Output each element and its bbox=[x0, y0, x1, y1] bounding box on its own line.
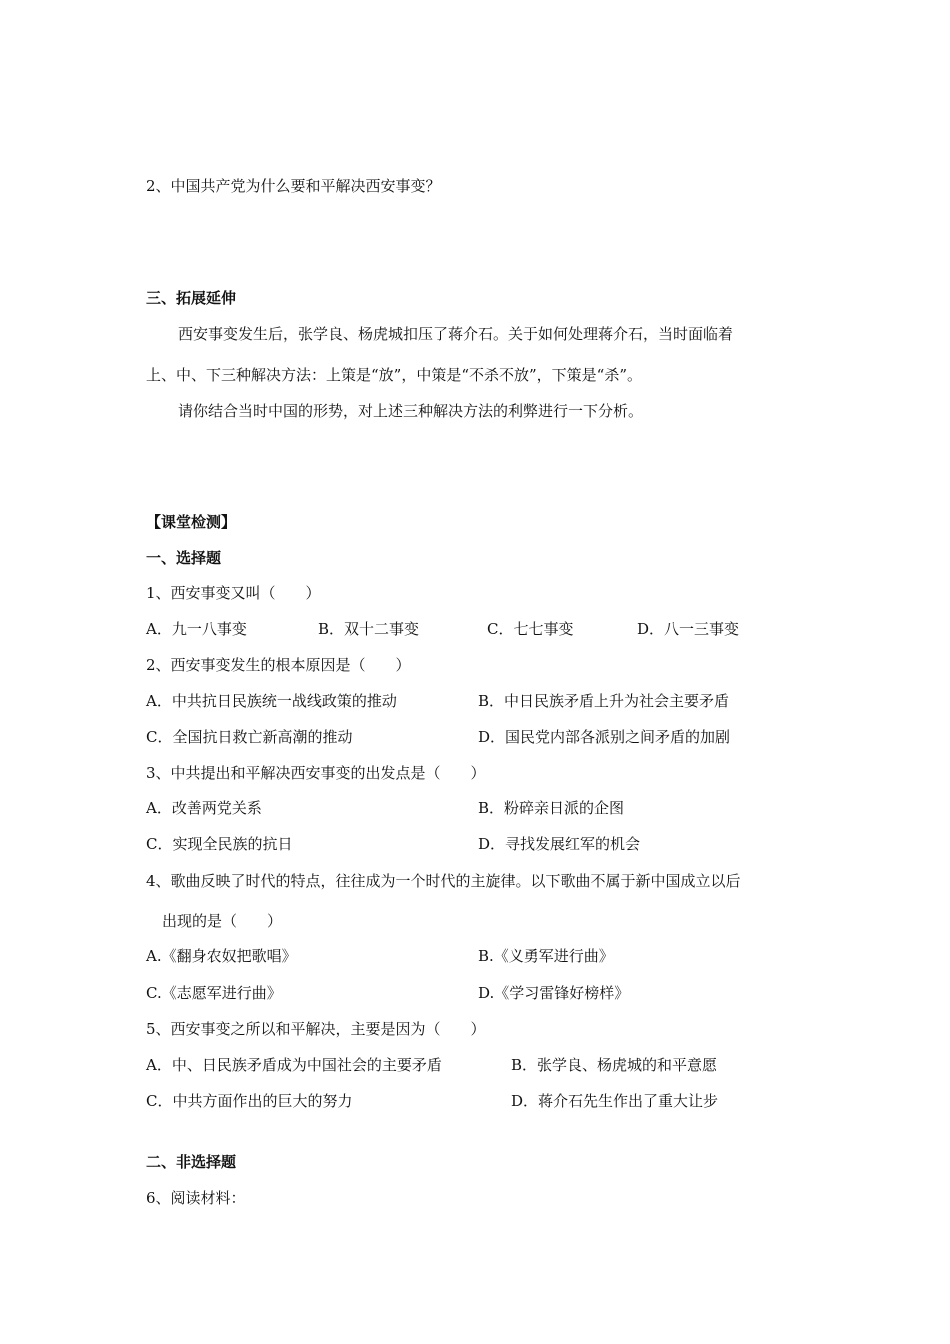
classroom-test-heading: 【课堂检测】 bbox=[146, 513, 237, 531]
q5-option-a: A．中、日民族矛盾成为中国社会的主要矛盾 bbox=[146, 1056, 442, 1074]
question-2: 2、中国共产党为什么要和平解决西安事变？ bbox=[146, 177, 441, 195]
extension-paragraph-1-line-2: 上、中、下三种解决方法：上策是“放”，中策是“不杀不放”，下策是“杀”。 bbox=[146, 366, 643, 384]
q4-option-a: A.《翻身农奴把歌唱》 bbox=[146, 947, 297, 965]
q5-option-d: D．蒋介石先生作出了重大让步 bbox=[511, 1092, 719, 1110]
q5-stem: 5、西安事变之所以和平解决，主要是因为（ ） bbox=[146, 1020, 486, 1038]
q2-option-c: C．全国抗日救亡新高潮的推动 bbox=[146, 728, 353, 746]
q3-option-a: A．改善两党关系 bbox=[146, 799, 262, 817]
q1-option-d: D．八一三事变 bbox=[637, 620, 740, 638]
q1-option-b: B．双十二事变 bbox=[318, 620, 420, 638]
q1-stem: 1、西安事变又叫（ ） bbox=[146, 584, 321, 602]
non-choice-heading: 二、非选择题 bbox=[146, 1153, 237, 1171]
extension-paragraph-2: 请你结合当时中国的形势，对上述三种解决方法的利弊进行一下分析。 bbox=[178, 402, 644, 420]
q3-option-c: C．实现全民族的抗日 bbox=[146, 835, 293, 853]
q5-option-b: B．张学良、杨虎城的和平意愿 bbox=[511, 1056, 718, 1074]
q5-option-c: C．中共方面作出的巨大的努力 bbox=[146, 1092, 353, 1110]
q4-stem-line-2: 出现的是（ ） bbox=[162, 912, 283, 930]
q4-stem-line-1: 4、歌曲反映了时代的特点，往往成为一个时代的主旋律。以下歌曲不属于新中国成立以后 bbox=[146, 872, 741, 890]
q3-option-b: B．粉碎亲日派的企图 bbox=[478, 799, 625, 817]
extension-paragraph-1-line-1: 西安事变发生后，张学良、杨虎城扣压了蒋介石。关于如何处理蒋介石，当时面临着 bbox=[178, 325, 734, 343]
q2-stem: 2、西安事变发生的根本原因是（ ） bbox=[146, 656, 411, 674]
q1-option-a: A．九一八事变 bbox=[146, 620, 247, 638]
extension-heading: 三、拓展延伸 bbox=[146, 289, 237, 307]
q4-option-c: C.《志愿军进行曲》 bbox=[146, 984, 282, 1002]
q3-option-d: D．寻找发展红军的机会 bbox=[478, 835, 641, 853]
q4-option-d: D.《学习雷锋好榜样》 bbox=[478, 984, 630, 1002]
q3-stem: 3、中共提出和平解决西安事变的出发点是（ ） bbox=[146, 764, 486, 782]
q4-option-b: B.《义勇军进行曲》 bbox=[478, 947, 614, 965]
q2-option-a: A．中共抗日民族统一战线政策的推动 bbox=[146, 692, 397, 710]
q2-option-b: B．中日民族矛盾上升为社会主要矛盾 bbox=[478, 692, 730, 710]
q1-option-c: C．七七事变 bbox=[487, 620, 574, 638]
q2-option-d: D．国民党内部各派别之间矛盾的加剧 bbox=[478, 728, 731, 746]
q6-stem: 6、阅读材料： bbox=[146, 1189, 246, 1207]
multiple-choice-heading: 一、选择题 bbox=[146, 549, 222, 567]
